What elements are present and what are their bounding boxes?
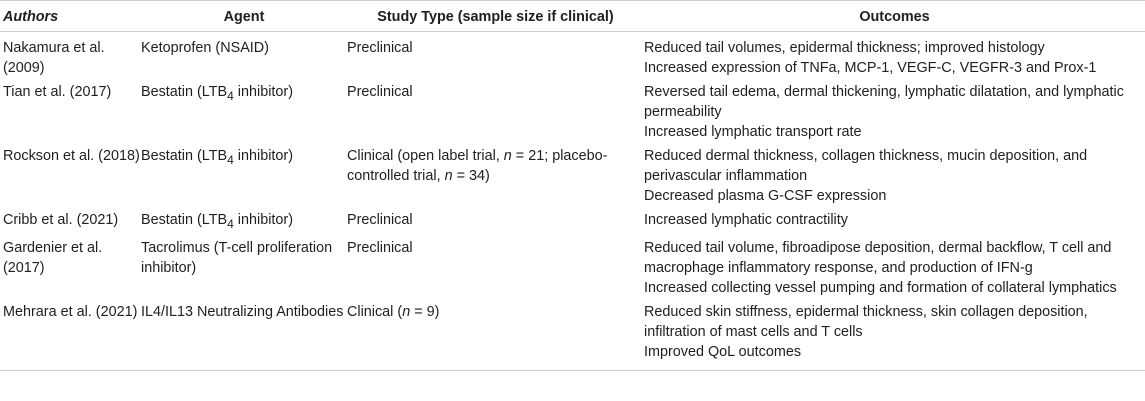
outcome-item: Reversed tail edema, dermal thickening, lymphatic dilatation, and lymphatic permeability bbox=[644, 84, 1124, 120]
cell-outcomes bbox=[644, 300, 1145, 371]
study-type-text: Clinical ( bbox=[347, 303, 403, 320]
agent-text: Bestatin (LTB bbox=[141, 84, 228, 100]
cell-agent: Ketoprofen (NSAID) bbox=[141, 40, 269, 56]
study-type-text: Preclinical bbox=[347, 40, 413, 56]
cell-outcomes bbox=[644, 32, 1145, 81]
agent-text-rest: inhibitor) bbox=[233, 148, 293, 164]
agent-subscript: 4 bbox=[227, 152, 234, 167]
cell-outcomes bbox=[644, 236, 1145, 300]
cell-outcomes bbox=[644, 80, 1145, 144]
cell-authors: Tian et al. (2017) bbox=[3, 84, 112, 100]
cell-agent bbox=[141, 144, 347, 208]
table-header-row bbox=[0, 1, 1145, 32]
cell-outcomes bbox=[644, 144, 1145, 208]
cell-agent: IL4/IL13 Neutralizing Antibodies bbox=[141, 303, 344, 320]
outcome-item: Increased lymphatic contractility bbox=[644, 212, 848, 228]
cell-authors: Rockson et al. (2018) bbox=[3, 148, 140, 164]
outcome-item: Increased expression of TNFa, MCP-1, VEGF-C, VEGFR-3 and Prox-1 bbox=[644, 60, 1097, 76]
cell-study-type bbox=[347, 144, 644, 208]
header-study-type: Study Type (sample size if clinical) bbox=[377, 9, 614, 25]
outcome-item: Increased lymphatic transport rate bbox=[644, 124, 862, 140]
cell-authors: Mehrara et al. (2021) bbox=[3, 303, 138, 320]
cell-authors: Nakamura et al. (2009) bbox=[3, 40, 105, 76]
cell-outcomes bbox=[644, 208, 1145, 236]
table-row bbox=[0, 80, 1145, 144]
cell-authors: Cribb et al. (2021) bbox=[3, 212, 119, 228]
outcome-item: Improved QoL outcomes bbox=[644, 343, 802, 360]
agent-text: Bestatin (LTB bbox=[141, 148, 228, 164]
sample-size-n: n bbox=[402, 303, 411, 320]
outcome-item: Reduced tail volume, fibroadipose deposition, dermal backflow, T cell and macrophage inflammatory response, and production of IFN-g bbox=[644, 239, 1112, 276]
study-type-text: = 9) bbox=[410, 303, 440, 320]
cell-study-type bbox=[347, 80, 644, 144]
cell-study-type bbox=[347, 300, 644, 371]
outcome-item: Reduced dermal thickness, collagen thickness, mucin deposition, and perivascular inflammation bbox=[644, 148, 1088, 184]
agent-text-rest: inhibitor) bbox=[233, 212, 293, 228]
table-row bbox=[0, 208, 1145, 236]
cell-study-type bbox=[347, 208, 644, 236]
outcome-item: Reduced skin stiffness, epidermal thickness, skin collagen deposition, infiltration of mast cells and T cells bbox=[644, 303, 1088, 340]
cell-agent bbox=[141, 208, 347, 236]
agent-subscript: 4 bbox=[227, 88, 234, 103]
table-row bbox=[0, 144, 1145, 208]
study-type-text: = 21; placebo-controlled trial, bbox=[347, 148, 608, 184]
outcome-item: Decreased plasma G-CSF expression bbox=[644, 188, 887, 204]
sample-size-n: n bbox=[444, 168, 453, 184]
study-type-text: Preclinical bbox=[347, 239, 413, 256]
agent-subscript: 4 bbox=[227, 216, 234, 231]
outcome-item: Increased collecting vessel pumping and formation of collateral lymphatics bbox=[644, 279, 1117, 296]
cell-study-type bbox=[347, 32, 644, 81]
cell-agent bbox=[141, 80, 347, 144]
study-type-text: Clinical (open label trial, bbox=[347, 148, 504, 164]
table-row bbox=[0, 236, 1145, 300]
header-agent: Agent bbox=[223, 9, 265, 25]
cell-authors: Gardenier et al. (2017) bbox=[3, 239, 103, 276]
study-type-text: Preclinical bbox=[347, 84, 413, 100]
agent-text-rest: inhibitor) bbox=[233, 84, 293, 100]
cell-agent: Tacrolimus (T-cell proliferation inhibitor) bbox=[141, 239, 333, 276]
agent-text: Bestatin (LTB bbox=[141, 212, 228, 228]
cell-study-type bbox=[347, 236, 644, 300]
study-type-text: Preclinical bbox=[347, 212, 413, 228]
study-type-text: = 34) bbox=[452, 168, 490, 184]
table-row bbox=[0, 300, 1145, 371]
outcome-item: Reduced tail volumes, epidermal thickness; improved histology bbox=[644, 40, 1045, 56]
header-outcomes: Outcomes bbox=[859, 9, 930, 25]
header-authors: Authors bbox=[3, 9, 59, 25]
sample-size-n: n bbox=[503, 148, 512, 164]
table-row bbox=[0, 32, 1145, 81]
